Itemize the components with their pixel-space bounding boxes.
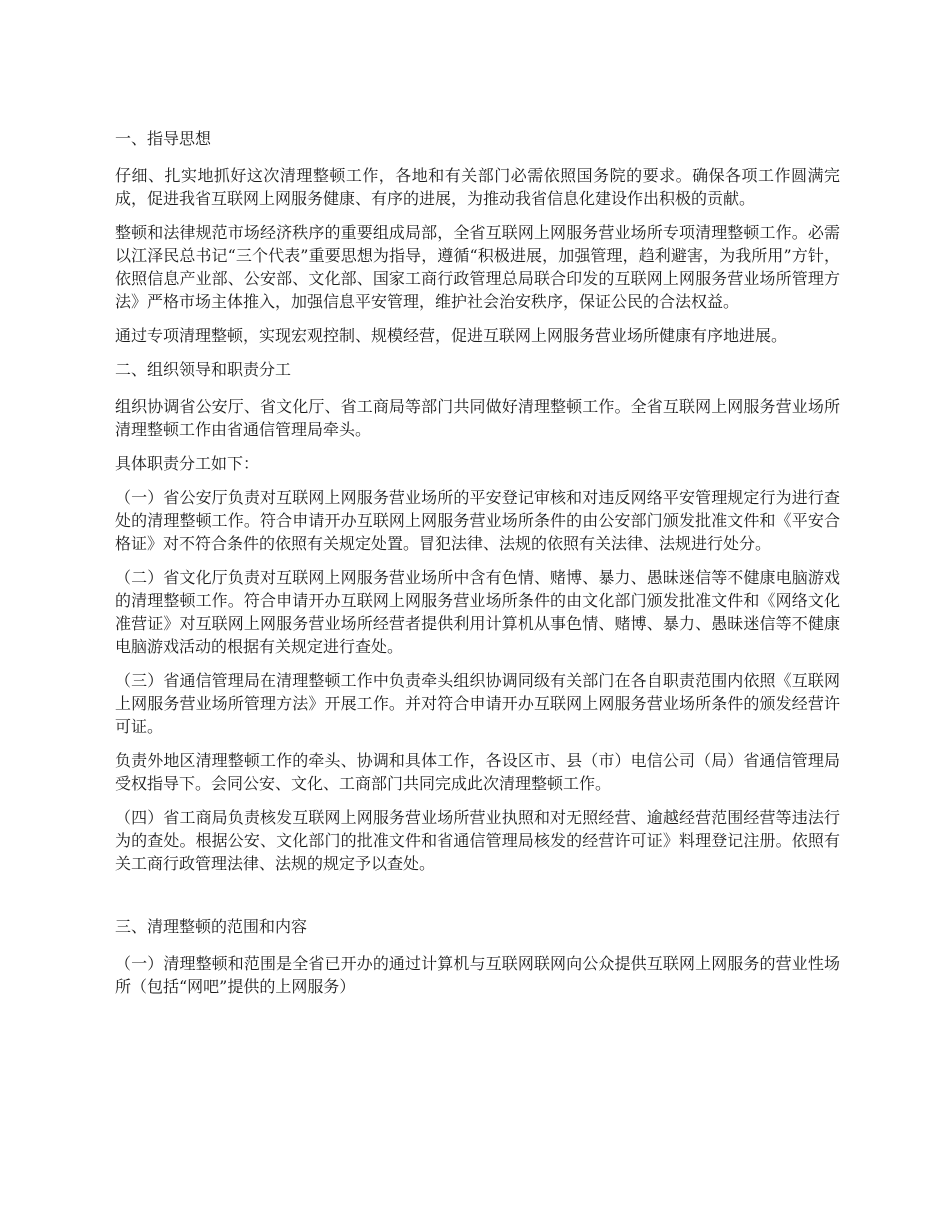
section-heading-guiding-ideology: 一、指导思想 — [115, 129, 212, 148]
paragraph: 组织协调省公安厅、省文化厅、省工商局等部门共同做好清理整顿工作。全省互联网上网服务营业场所清理整顿工作由省通信管理局牵头。 — [115, 397, 840, 439]
paragraph: （四）省工商局负责核发互联网上网服务营业场所营业执照和对无照经营、逾越经营范围经营等违法行为的查处。根据公安、文化部门的批准文件和省通信管理局核发的经营许可证》料理登记注册。依照有关工商行政管理法律、法规的规定予以查处。 — [115, 808, 840, 873]
section-heading-scope: 三、清理整顿的范围和内容 — [115, 917, 308, 936]
paragraph: （三）省通信管理局在清理整顿工作中负责牵头组织协调同级有关部门在各自职责范围内依照《互联网上网服务营业场所管理方法》开展工作。并对符合申请开办互联网上网服务营业场所条件的颁发经营许可证。 — [115, 671, 840, 736]
paragraph: 仔细、扎实地抓好这次清理整顿工作，各地和有关部门必需依照国务院的要求。确保各项工作圆满完成，促进我省互联网上网服务健康、有序的进展，为推动我省信息化建设作出积极的贡献。 — [115, 166, 840, 208]
paragraph: （二）省文化厅负责对互联网上网服务营业场所中含有色情、赌博、暴力、愚昧迷信等不健康电脑游戏的清理整顿工作。符合申请开办互联网上网服务营业场所条件的由文化部门颁发批准文件和《网络文化准营证》对互联网上网服务营业场所经营者提供利用计算机从事色情、赌博、暴力、愚昧迷信等不健康电脑游戏活动的根据有关规定进行查处。 — [115, 568, 840, 656]
paragraph: 负责外地区清理整顿工作的牵头、协调和具体工作，各设区市、县（市）电信公司（局）省通信管理局受权指导下。会同公安、文化、工商部门共同完成此次清理整顿工作。 — [115, 751, 840, 793]
paragraph: 整顿和法律规范市场经济秩序的重要组成局部，全省互联网上网服务营业场所专项清理整顿工作。必需以江泽民总书记“三个代表”重要思想为指导，遵循“积极进展，加强管理，趋利避害，为我所用”方针，依照信息产业部、公安部、文化部、国家工商行政管理总局联合印发的互联网上网服务营业场所管理方法》严格市场主体推入，加强信息平安管理，维护社会治安秩序，保证公民的合法权益。 — [115, 223, 840, 311]
paragraph: 具体职责分工如下： — [115, 454, 260, 473]
paragraph: （一）清理整顿和范围是全省已开办的通过计算机与互联网联网向公众提供互联网上网服务的营业性场所（包括“网吧”提供的上网服务） — [115, 954, 840, 996]
paragraph: （一）省公安厅负责对互联网上网服务营业场所的平安登记审核和对违反网络平安管理规定行为进行查处的清理整顿工作。符合申请开办互联网上网服务营业场所条件的由公安部门颁发批准文件和《平安合格证》对不符合条件的依照有关规定处置。冒犯法律、法规的依照有关法律、法规进行处分。 — [115, 488, 840, 553]
section-spacer — [115, 886, 840, 915]
paragraph: 通过专项清理整顿，实现宏观控制、规模经营，促进互联网上网服务营业场所健康有序地进展。 — [115, 326, 788, 345]
document-page — [115, 127, 840, 1009]
section-heading-organization: 二、组织领导和职责分工 — [115, 360, 292, 379]
